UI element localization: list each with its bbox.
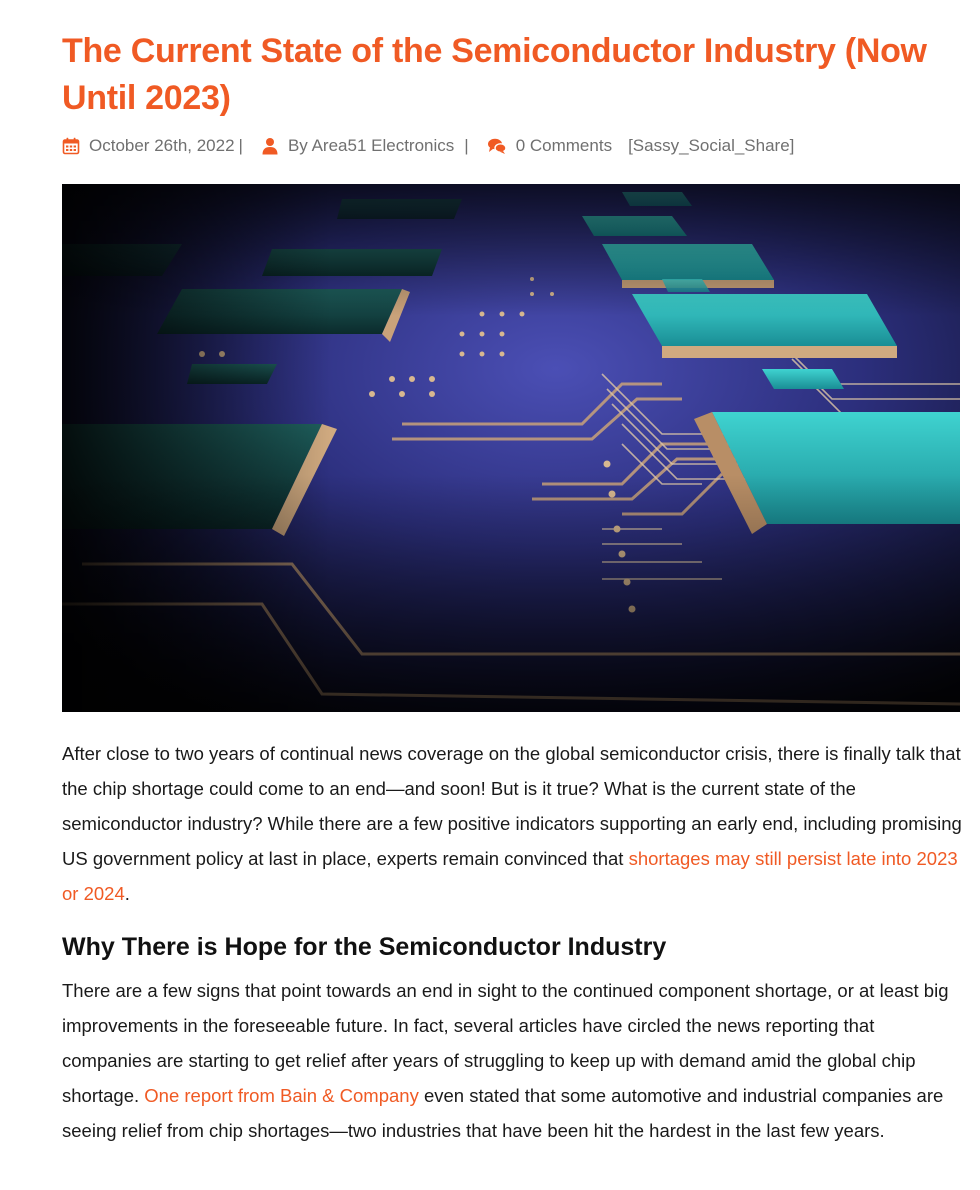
section-text-after: even stated that some automotive and industrial companies are seeing relief from chip shortages—two industries that have been hit the hardest in the last few years.: [62, 1085, 944, 1141]
post-comments[interactable]: [487, 136, 612, 156]
page-title: The Current State of the Semiconductor Industry (Now Until 2023): [62, 32, 927, 117]
post-date: [62, 136, 235, 156]
meta-separator: |: [238, 136, 243, 155]
comments-icon: [487, 137, 507, 155]
post-author[interactable]: [261, 136, 454, 156]
section-heading: Why There is Hope for the Semiconductor Industry: [62, 933, 667, 961]
section-paragraph: [62, 973, 962, 1148]
share-shortcode: [Sassy_Social_Share]: [628, 136, 795, 155]
hero-image: [62, 184, 960, 712]
shortages-link[interactable]: shortages may still persist late into 2023 or 2024: [62, 848, 958, 904]
post-meta: [62, 134, 794, 158]
user-icon: [261, 137, 279, 155]
calendar-icon: [62, 137, 80, 155]
intro-text: After close to two years of continual news coverage on the global semiconductor crisis, there is finally talk that the chip shortage could come to an end—and soon! But is it true? What is the current state of the semiconductor industry? While there are a few positive indicators supporting an early end, including promising US government policy at last in place, experts remain convinced that: [62, 743, 962, 869]
post-author-link[interactable]: By Area51 Electronics: [287, 136, 455, 155]
intro-period: .: [124, 883, 130, 904]
bain-report-link[interactable]: One report from Bain & Company: [144, 1085, 419, 1106]
meta-separator: |: [464, 136, 469, 155]
intro-paragraph: [62, 736, 962, 911]
post-date-text: October 26th, 2022: [89, 136, 235, 155]
post-comments-link[interactable]: 0 Comments: [515, 136, 613, 155]
section-text-before: There are a few signs that point towards an end in sight to the continued component shortage, or at least big improvements in the foreseeable future. In fact, several articles have circled the news reporting that companies are starting to get relief after years of struggling to keep up with demand amid the global chip shortage.: [62, 980, 949, 1106]
